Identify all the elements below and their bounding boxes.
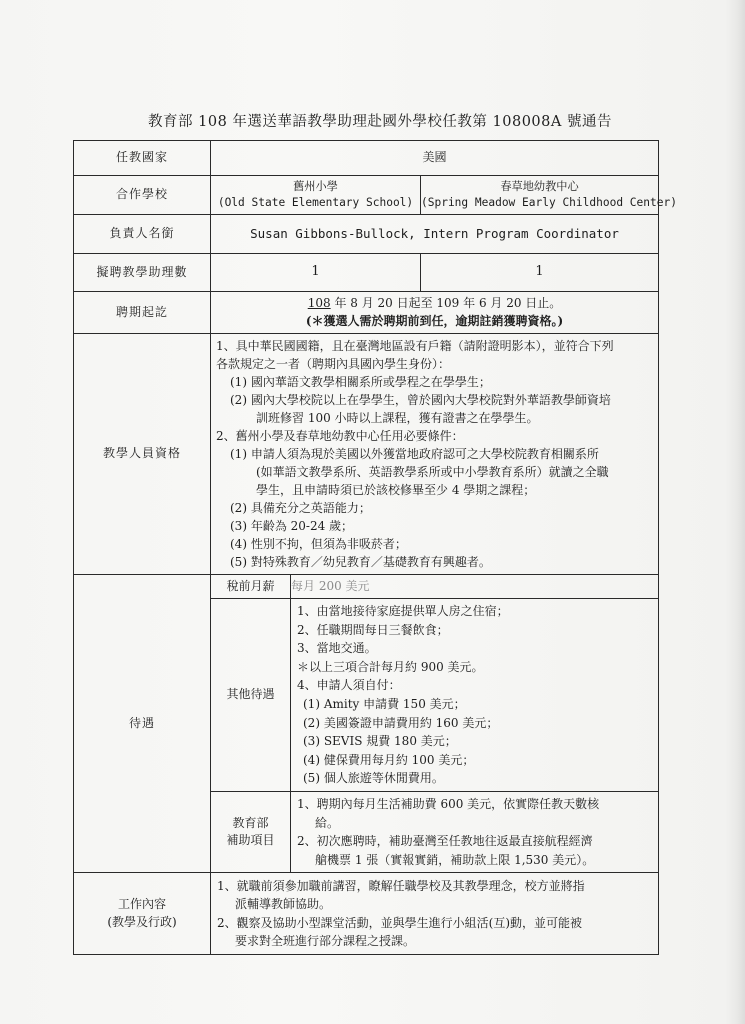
work-label-line-1: 工作內容 (117, 897, 166, 912)
row-partner-school (74, 176, 659, 215)
salary-label: 稅前月薪 (211, 575, 291, 599)
school-label: 合作學校 (74, 176, 211, 215)
row-contact (74, 215, 659, 254)
period-dates (211, 295, 658, 312)
qualification-line: 2、舊州小學及春草地幼教中心任用必要條件： (216, 429, 464, 443)
other-benefit-line: 3、當地交通。 (297, 641, 377, 656)
count-value-school-1: 1 (211, 254, 421, 292)
count-value-school-2: 1 (421, 254, 659, 292)
other-benefit-line: (5) 個人旅遊等休閒費用。 (303, 771, 444, 786)
qualification-label: 教學人員資格 (74, 334, 211, 575)
other-benefit-line: 2、任職期間每日三餐飲食； (297, 622, 449, 637)
contact-value: Susan Gibbons-Bullock, Intern Program Coordinator (211, 215, 659, 254)
other-benefit-line: 1、由當地接待家庭提供單人房之住宿； (297, 604, 509, 618)
moe-subsidy-line: 給。 (315, 815, 340, 830)
qualification-list (211, 334, 659, 575)
row-qualifications (74, 334, 659, 575)
school-2-english-name: (Spring Meadow Early Childhood Center) (421, 196, 677, 209)
work-line: 要求對全班進行部分課程之授課。 (235, 934, 416, 949)
qualification-line: (4) 性別不拘，但須為非吸菸者； (230, 537, 407, 551)
qualification-line: 訓班修習 100 小時以上課程，獲有證書之在學學生。 (256, 411, 539, 425)
count-label: 擬聘教學助理數 (74, 254, 211, 292)
row-country (74, 141, 659, 176)
period-dates-text: 年 8 月 20 日起至 109 年 6 月 20 日止。 (330, 296, 562, 311)
moe-subsidy-list (291, 791, 659, 872)
country-label: 任教國家 (74, 141, 211, 176)
other-benefit-line: (4) 健保費用每月約 100 美元； (303, 752, 475, 767)
page-edge-shadow (725, 0, 745, 1024)
work-line: 派輔導教師協助。 (235, 897, 332, 912)
other-benefit-line: (3) SEVIS 規費 180 美元； (303, 734, 457, 749)
work-line: 2、觀察及協助小型課堂活動，並與學生進行小組活(互)動，並可能被 (217, 915, 583, 930)
row-contract-period (74, 292, 659, 334)
qualification-line: 1、具中華民國國籍，且在臺灣地區設有戶籍（請附證明影本），並符合下列 (216, 339, 614, 353)
other-benefits-label: 其他待遇 (211, 599, 291, 792)
other-benefit-line: ＊以上三項合計每月約 900 美元。 (297, 659, 484, 674)
period-cell (211, 292, 659, 334)
school-1-cell (211, 176, 421, 215)
benefits-label: 待遇 (74, 575, 211, 873)
qualification-line: (1) 申請人須為現於美國以外獲當地政府認可之大學校院教育相關系所 (230, 447, 599, 461)
moe-subsidy-line: 艙機票 1 張（實報實銷，補助款上限 1,530 美元）。 (315, 852, 595, 867)
school-1-name: 舊州小學 (293, 179, 338, 193)
other-benefits-list (291, 599, 659, 792)
qualification-line: (3) 年齡為 20-24 歲； (230, 519, 354, 533)
qualification-line: (如華語文教學系所、英語教學系所或中小學教育系所）就讀之全職 (256, 465, 609, 479)
qualification-line: (2) 國內大學校院以上在學學生，曾於國內大學校院對外華語教學師資培 (230, 393, 611, 407)
qualification-line: (5) 對特殊教育／幼兒教育／基礎教育有興趣者。 (230, 555, 491, 569)
period-start-year: 108 (307, 296, 331, 311)
contact-label: 負責人名銜 (74, 215, 211, 254)
period-label: 聘期起訖 (74, 292, 211, 334)
period-note: (＊獲選人需於聘期前到任，逾期註銷獲聘資格。) (305, 313, 564, 328)
school-2-cell (421, 176, 677, 215)
qualification-line: 學生，且申請時須已於該校修畢至少 4 學期之課程； (256, 483, 536, 497)
row-assistant-count (74, 254, 659, 292)
other-benefit-line: (1) Amity 申請費 150 美元； (303, 696, 466, 711)
announcement-table (73, 140, 677, 955)
school-1-english-name: (Old State Elementary School) (217, 196, 414, 209)
work-line: 1、就職前須參加職前講習，瞭解任職學校及其教學理念，校方並將指 (217, 878, 585, 893)
moe-subsidy-label (211, 791, 291, 872)
country-value: 美國 (211, 141, 659, 176)
work-label-line-2: (教學及行政) (107, 914, 177, 929)
salary-value: 每月 200 美元 (291, 575, 659, 599)
qualification-line: 各款規定之一者（聘期內具國內學生身份）： (216, 357, 451, 371)
row-work-content (74, 873, 659, 955)
work-label (74, 873, 211, 955)
moe-subsidy-line: 2、初次應聘時，補助臺灣至任教地往返最直接航程經濟 (297, 834, 593, 849)
other-benefit-line: 4、申請人須自付： (297, 678, 401, 693)
row-benefits-salary (74, 575, 659, 599)
document-title: 教育部 108 年選送華語教學助理赴國外學校任教第 108008A 號通告 (148, 114, 612, 130)
work-content-list (211, 873, 659, 955)
school-2-name: 春草地幼教中心 (500, 179, 579, 193)
moe-label-line-1: 教育部 (232, 815, 269, 830)
moe-subsidy-line: 1、聘期內每月生活補助費 600 美元，依實際任教天數核 (297, 796, 600, 811)
qualification-line: (1) 國內華語文教學相關系所或學程之在學學生； (230, 375, 491, 389)
qualification-line: (2) 具備充分之英語能力； (230, 501, 371, 515)
moe-label-line-2: 補助項目 (226, 833, 275, 848)
other-benefit-line: (2) 美國簽證申請費用約 160 美元； (303, 715, 499, 730)
